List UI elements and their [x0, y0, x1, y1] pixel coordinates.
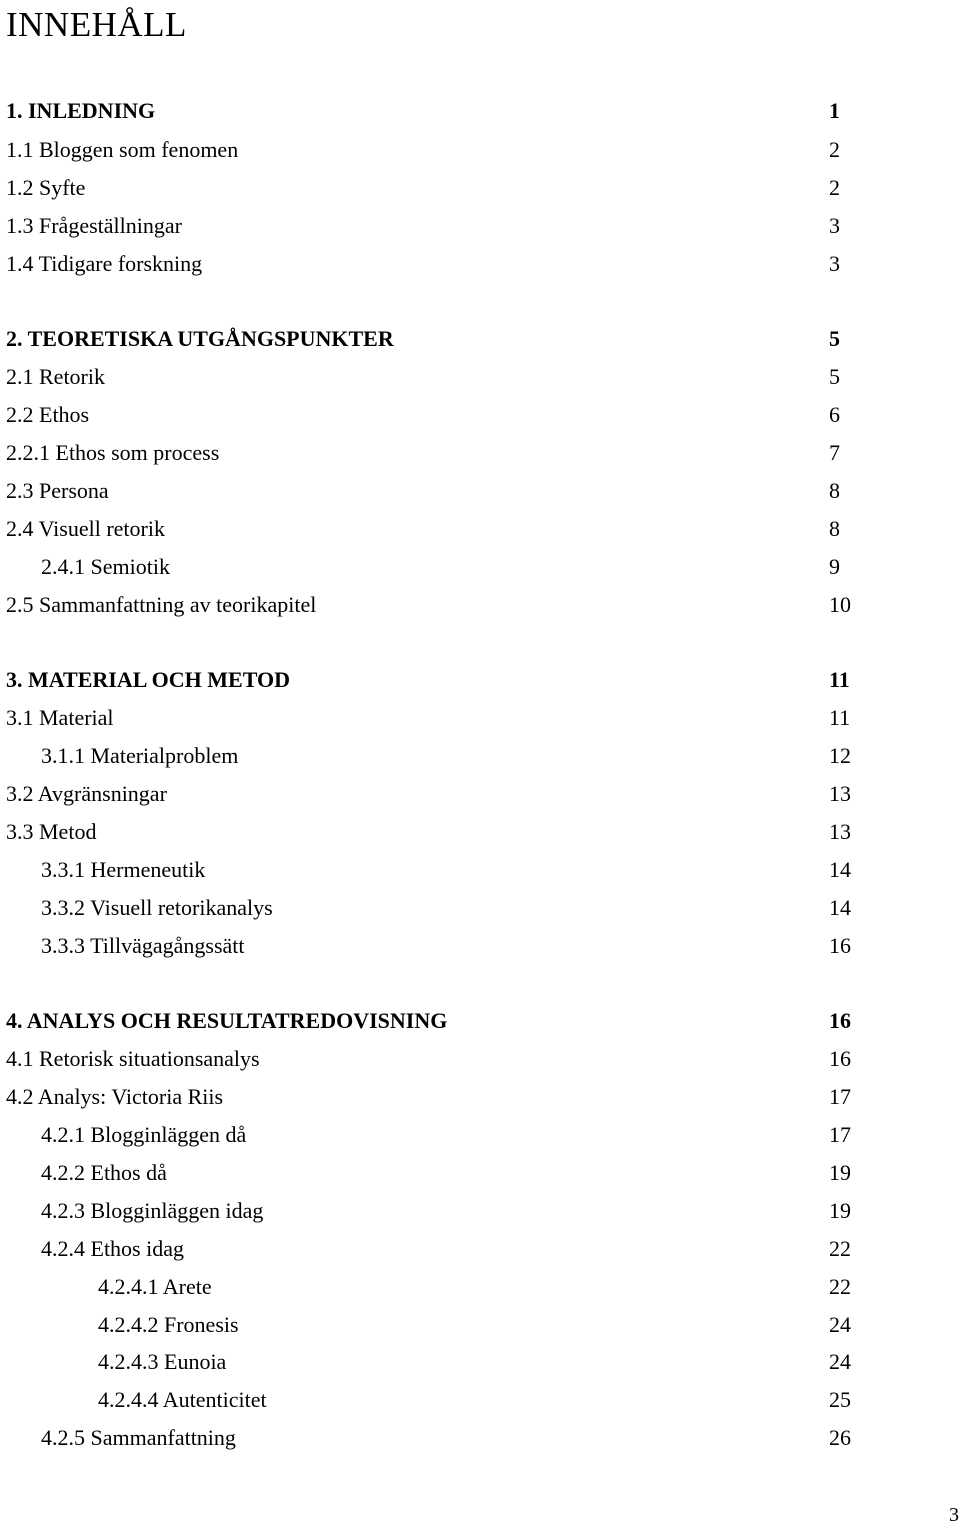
toc-entry	[0, 1120, 960, 1150]
toc-entry-page: 22	[829, 1274, 851, 1299]
page-title: INNEHÅLL	[6, 5, 187, 44]
toc-chapter-4	[0, 1006, 960, 1036]
toc-entry	[0, 1196, 960, 1226]
toc-entry-label: 3.1.1 Materialproblem	[41, 743, 239, 768]
toc-entry-label: 2.2 Ethos	[6, 402, 90, 427]
toc-entry	[0, 135, 960, 165]
toc-entry-page: 11	[829, 667, 850, 692]
toc-entry-page: 16	[829, 933, 851, 958]
toc-entry-page: 10	[829, 592, 851, 617]
toc-entry-label: 4.2.5 Sammanfattning	[41, 1425, 236, 1450]
toc-entry-label: 2.2.1 Ethos som process	[6, 440, 220, 465]
toc-chapter-1	[0, 96, 960, 126]
toc-entry	[0, 362, 960, 392]
toc-entry	[0, 1272, 960, 1302]
toc-entry	[0, 1385, 960, 1415]
toc-entry	[0, 249, 960, 279]
toc-entry-page: 8	[829, 516, 840, 541]
toc-entry-label: 4.2.1 Blogginläggen då	[41, 1122, 247, 1147]
toc-entry-page: 22	[829, 1236, 851, 1261]
toc-entry-page: 16	[829, 1046, 851, 1071]
toc-entry-page: 17	[829, 1122, 851, 1147]
toc-entry-page: 3	[829, 213, 840, 238]
toc-entry	[0, 590, 960, 620]
toc-entry-page: 14	[829, 895, 851, 920]
toc-entry	[0, 1310, 960, 1340]
toc-entry-label: 2.4 Visuell retorik	[6, 516, 165, 541]
toc-entry	[0, 1158, 960, 1188]
toc-entry-page: 1	[829, 98, 840, 123]
toc-entry	[0, 400, 960, 430]
toc-entry-page: 12	[829, 743, 851, 768]
toc-entry-label: 2.5 Sammanfattning av teorikapitel	[6, 592, 317, 617]
toc-entry-label: 4.2.4.1 Arete	[98, 1274, 212, 1299]
toc-entry-label: 4.2.4.2 Fronesis	[98, 1312, 239, 1337]
toc-entry	[0, 1347, 960, 1377]
toc-entry-label: 1.2 Syfte	[6, 175, 86, 200]
toc-entry	[0, 1082, 960, 1112]
toc-entry-label: 1.3 Frågeställningar	[6, 213, 182, 238]
toc-entry	[0, 173, 960, 203]
toc-entry-label: 3. MATERIAL OCH METOD	[6, 667, 290, 692]
toc-entry	[0, 552, 960, 582]
toc-entry-label: 3.3 Metod	[6, 819, 97, 844]
toc-entry	[0, 211, 960, 241]
toc-entry-page: 24	[829, 1312, 851, 1337]
page-number: 3	[949, 1504, 959, 1526]
toc-entry-page: 26	[829, 1425, 851, 1450]
toc-entry	[0, 476, 960, 506]
toc-entry-label: 3.1 Material	[6, 705, 114, 730]
toc-entry-page: 2	[829, 175, 840, 200]
toc-chapter-3	[0, 665, 960, 695]
toc-entry-page: 3	[829, 251, 840, 276]
toc-entry-page: 11	[829, 705, 851, 730]
toc-entry-label: 1.1 Bloggen som fenomen	[6, 137, 239, 162]
toc-entry-page: 17	[829, 1084, 851, 1109]
toc-entry	[0, 1044, 960, 1074]
toc-entry	[0, 438, 960, 468]
toc-entry-label: 4.1 Retorisk situationsanalys	[6, 1046, 260, 1071]
toc-entry-page: 24	[829, 1349, 851, 1374]
toc-entry	[0, 855, 960, 885]
toc-entry-page: 6	[829, 402, 840, 427]
toc-entry	[0, 514, 960, 544]
toc-entry-label: 3.2 Avgränsningar	[6, 781, 167, 806]
toc-entry-label: 4. ANALYS OCH RESULTATREDOVISNING	[6, 1008, 448, 1033]
toc-entry-label: 4.2.3 Blogginläggen idag	[41, 1198, 264, 1223]
toc-entry	[0, 703, 960, 733]
toc-entry-label: 1.4 Tidigare forskning	[6, 251, 203, 276]
toc-chapter-2	[0, 324, 960, 354]
toc-entry-label: 4.2.4.4 Autenticitet	[98, 1387, 267, 1412]
toc-entry-page: 14	[829, 857, 851, 882]
toc-entry-label: 4.2.4.3 Eunoia	[98, 1349, 227, 1374]
toc-entry	[0, 817, 960, 847]
toc-entry-page: 2	[829, 137, 840, 162]
toc-entry	[0, 741, 960, 771]
toc-entry-label: 3.3.2 Visuell retorikanalys	[41, 895, 273, 920]
toc-entry-label: 3.3.1 Hermeneutik	[41, 857, 206, 882]
toc-entry-page: 9	[829, 554, 840, 579]
toc-entry-page: 5	[829, 364, 840, 389]
toc-entry-label: 3.3.3 Tillvägagångssätt	[41, 933, 245, 958]
toc-entry-page: 19	[829, 1160, 851, 1185]
toc-entry-page: 7	[829, 440, 840, 465]
toc-entry	[0, 779, 960, 809]
toc-entry	[0, 1234, 960, 1264]
toc-entry-label: 2. TEORETISKA UTGÅNGSPUNKTER	[6, 326, 394, 351]
toc-entry-label: 4.2.4 Ethos idag	[41, 1236, 184, 1261]
toc-entry-label: 4.2.2 Ethos då	[41, 1160, 167, 1185]
toc-entry-label: 4.2 Analys: Victoria Riis	[6, 1084, 224, 1109]
toc-entry-label: 1. INLEDNING	[6, 98, 156, 123]
toc-entry	[0, 931, 960, 961]
toc-entry-page: 25	[829, 1387, 851, 1412]
toc-entry-page: 13	[829, 819, 851, 844]
toc-entry-label: 2.4.1 Semiotik	[41, 554, 170, 579]
toc-entry-label: 2.3 Persona	[6, 478, 109, 503]
toc-entry-page: 16	[829, 1008, 851, 1033]
toc-entry-page: 13	[829, 781, 851, 806]
toc-entry-label: 2.1 Retorik	[6, 364, 105, 389]
toc-entry-page: 19	[829, 1198, 851, 1223]
toc-entry-page: 5	[829, 326, 840, 351]
toc-entry	[0, 893, 960, 923]
toc-entry-page: 8	[829, 478, 840, 503]
toc-entry	[0, 1423, 960, 1453]
